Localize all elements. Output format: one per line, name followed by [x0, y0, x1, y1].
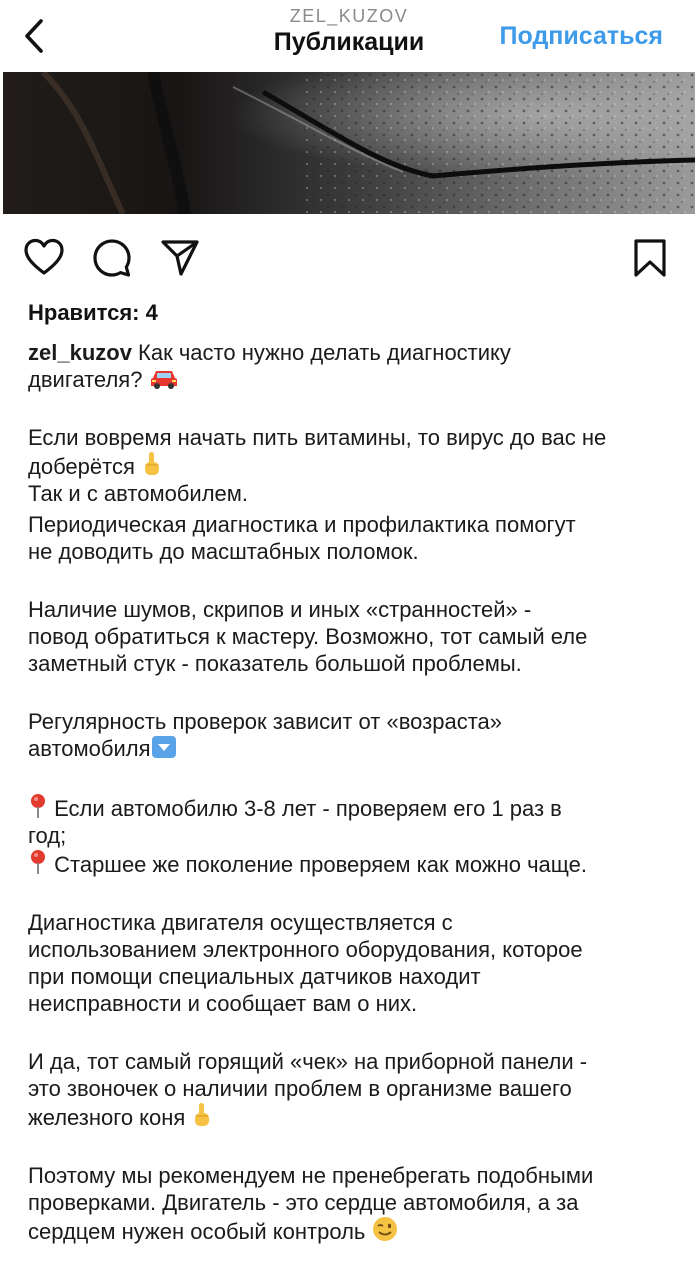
post-caption [28, 339, 678, 1245]
winking-face-emoji [372, 1216, 398, 1242]
caption-intro-line1: zel_kuzov Как часто нужно делать диагностику [28, 340, 511, 365]
post-photo [3, 72, 695, 214]
round-pushpin-emoji [28, 793, 48, 819]
car-emoji [149, 368, 179, 390]
caption-p5-line2: повод обратиться к мастеру. Возможно, тот самый еле [28, 624, 588, 649]
page-title: Публикации [273, 28, 425, 56]
caption-p2-line2: доберётся [28, 451, 678, 480]
caption-p8: Старшее же поколение проверяем как можно чаще. [28, 849, 678, 878]
caption-p7-line2: год; [28, 823, 67, 848]
caption-p5-line3: заметный стук - показатель большой проблемы. [28, 651, 522, 676]
caption-p5-line1: Наличие шумов, скрипов и иных «странностей» - [28, 597, 532, 622]
paper-plane-icon[interactable] [160, 238, 200, 278]
caption-p3: Так и с автомобилем. [28, 481, 248, 506]
caption-p11-line1: Поэтому мы рекомендуем не пренебрегать подобными [28, 1163, 594, 1188]
caption-p2-line1: Если вовремя начать пить витамины, то вирус до вас не [28, 425, 607, 450]
caption-p9-line3: при помощи специальных датчиков находит [28, 964, 481, 989]
caption-p10-line3: железного коня [28, 1102, 678, 1131]
caption-p10-line2: это звоночек о наличии проблем в организме вашего [28, 1076, 572, 1101]
caption-p9-line4: неисправности и сообщает вам о них. [28, 991, 418, 1016]
caption-p7-line1: Если автомобилю 3-8 лет - проверяем его 1 раз в [28, 793, 678, 822]
caption-p9-line1: Диагностика двигателя осуществляется с [28, 910, 453, 935]
heart-icon[interactable] [24, 238, 64, 278]
caption-p11-line3: сердцем нужен особый контроль [28, 1216, 678, 1245]
caption-p4-line1: Периодическая диагностика и профилактика помогут [28, 512, 576, 537]
point-up-emoji [141, 451, 163, 477]
author-username[interactable]: zel_kuzov [28, 340, 132, 365]
top-bar [0, 0, 698, 72]
caption-p10-line1: И да, тот самый горящий «чек» на приборной панели - [28, 1049, 588, 1074]
caption-p9-line2: использованием электронного оборудования, которое [28, 937, 583, 962]
caption-intro-line2: двигателя? [28, 366, 678, 393]
arrow-down-button-emoji [151, 735, 177, 759]
caption-p4-line2: не доводить до масштабных поломок. [28, 539, 419, 564]
bookmark-icon[interactable] [630, 238, 670, 278]
post-actions [0, 228, 698, 290]
header-username[interactable]: ZEL_KUZOV [289, 6, 409, 26]
caption-p6-line2: автомобиля [28, 735, 678, 762]
round-pushpin-emoji [28, 849, 48, 875]
caption-p11-line2: проверками. Двигатель - это сердце автомобиля, а за [28, 1190, 579, 1215]
comment-icon[interactable] [92, 238, 132, 278]
likes-count[interactable]: Нравится: 4 [28, 300, 158, 325]
subscribe-button[interactable]: Подписаться [499, 22, 663, 50]
post-image[interactable] [3, 72, 695, 214]
point-up-emoji [191, 1102, 213, 1128]
caption-p6-line1: Регулярность проверок зависит от «возраста» [28, 709, 503, 734]
